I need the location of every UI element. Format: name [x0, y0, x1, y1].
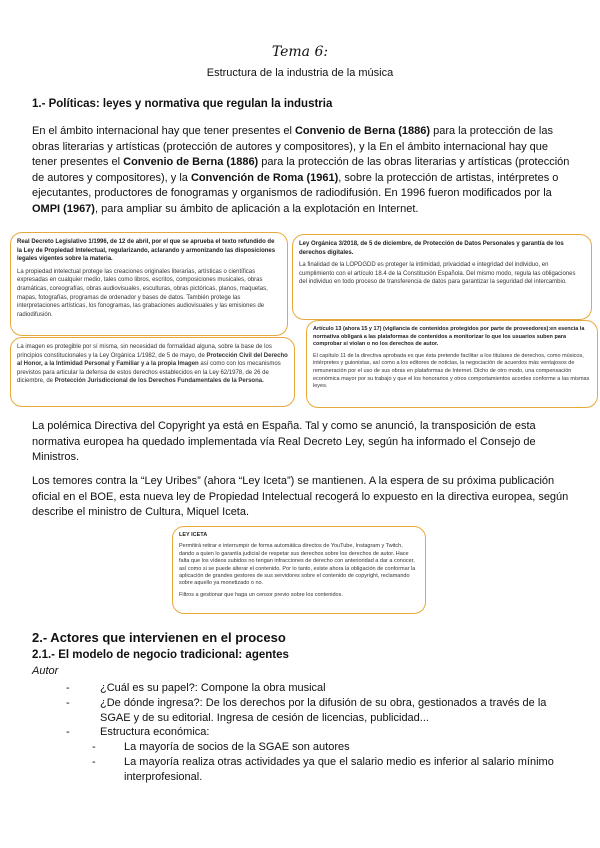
list-dash-3: - [66, 726, 70, 738]
list-dash-2: - [66, 697, 70, 709]
sublist-dash-2: - [92, 756, 96, 768]
para1-bold-3: Convención de Roma (1961) [190, 171, 339, 184]
box-iceta-foot: Filtros a gestionar que haga un censor previo sobre los contenidos. [179, 591, 343, 598]
list-dash-1: - [66, 682, 70, 694]
box-image-text [17, 343, 288, 386]
box-image-t1: La imagen es protegible por sí misma, sin necesidad de formalidad alguna, sobre la base de los principios constitucionales y la Ley Orgánica 1/1982, de 5 de mayo, de [17, 344, 272, 359]
list-item-papel: ¿Cuál es su papel?: Compone la obra musical [100, 682, 326, 694]
box-articulo [306, 320, 598, 408]
para1-bold-2: Convenio de Berna (1886) [123, 156, 259, 168]
box-lopd-heading: Ley Orgánica 3/2018, de 5 de diciembre, de Protección de Datos Personales y garantía de los derechos digitales. [299, 241, 564, 256]
list-item-ingresa: ¿De dónde ingresa?: De los derechos por la difusión de su obra, gestionados a través de la SGAE y de su editorial. Ingresa de cesión de licencias, publicidad... [100, 697, 547, 724]
page-title: Tema 6: [271, 44, 329, 60]
para1-text-2: para la protección de las obras literarias y artísticas (protección de autores y compositores), y la En el ámbito internacional hay que tener presentes el [32, 125, 553, 168]
paragraph-directiva: La polémica Directiva del Copyright ya está en España. Tal y como se anunció, la transposición de esta normativa europea ha quedado implementada vía Real Decreto Ley, según ha informado el Consejo de Ministros. [32, 420, 536, 463]
sublist-item-salario: La mayoría realiza otras actividades ya que el salario medio es inferior al salario mínimo interprofesional. [124, 756, 554, 783]
para1-text-4: , sobre la protección de artistas, intérpretes o ejecutantes, productores de fonogramas y organismos de radiodifusión. En 1996 fueron modificados por la [32, 171, 559, 199]
box-iceta-body: Permitirá retirar e interrumpir de forma automática directos de YouTube, Instagram y Twitch, dando a quien lo garantía judicial de respetar sus derechos sobre los derechos de autor. Hace falta que los vídeos subidos no tengan infracciones de derecho con anterioridad a dar a conocer, así como si se puede alterar el contenido. Por lo tanto, existe ahora la obligación de conformar la aplicación de grandes gestores de sus servidores sobre el contenido de copyright, reclamando sobre aquello ya monetizado o no. [179, 543, 416, 587]
section1-paragraph [32, 124, 572, 217]
box-art-heading: Artículo 13 (ahora 15 y 17) (vigilancia de contenidos protegidos por parte de proveedores):en esencia la normativa obligará a las plataformas de contenidos a monitorizar lo que los usuarios suben para comprobar si violan o no los derechos de autor. [313, 326, 585, 348]
box-rdl-body: La propiedad intelectual protege las creaciones originales literarias, artísticas o científicas expresadas en cualquier medio, tales como libros, escritos, composiciones musicales, obras dramáticas, coreografías, obras audiovisuales, esculturas, obras pictóricas, planos, maquetas, mapas, fotografías, programas de ordenador y bases de datos. También protege las interpretaciones artísticas, los fonogramas, las grabaciones audiovisuales y las emisiones de radiodifusión. [17, 268, 268, 318]
section2-subheading: 2.1.- El modelo de negocio tradicional: agentes [32, 649, 289, 661]
page-subtitle: Estructura de la industria de la música [206, 67, 394, 79]
section2-label: Autor [32, 665, 59, 677]
sublist-dash-1: - [92, 741, 96, 753]
box-iceta-heading: LEY ICETA [179, 532, 208, 538]
para1-text-3: para la protección de las obras literarias y artísticas (protección de autores y compositores), y la [32, 156, 570, 184]
para1-text-5: , para ampliar su ámbito de aplicación a la explotación en Internet. [94, 202, 419, 215]
para1-text-1: En el ámbito internacional hay que tener presentes el [32, 125, 295, 137]
box-image-b2: Protección Jurisdiccional de los Derechos Fundamentales de la Persona. [54, 378, 264, 385]
box-art-body: El capítulo 11 de la directiva aprobada es que ésta pretende facilitar a los titulares de derechos, como músicos, intérpretes y guionistas, así como a los editores de noticias, la negociación de acuerdos más ventajosos de remuneración por el uso de sus obras en plataformas de Internet. Dicho de otro modo, una compensación económica mayor por su trabajo y que el los honorarios y otros comportamientos acordes conforme a las mismas leyes. [313, 352, 590, 390]
box-real-decreto [10, 232, 288, 336]
box-lopd-body: La finalidad de la LOPDGDD es proteger la intimidad, privacidad e integridad del individuo, en cumplimiento con el artículo 18.4 de la Constitución Española. Del mismo modo, regula las obligaciones del individuo en todo proceso de transferencia de datos para garantizar la seguridad del intercambio. [299, 262, 576, 286]
section2-heading: 2.- Actores que intervienen en el proceso [32, 630, 286, 645]
section1-heading: 1.- Políticas: leyes y normativa que regulan la industria [32, 98, 333, 110]
paragraph-ley-iceta: Los temores contra la “Ley Uribes” (ahora “Ley Iceta”) se mantienen. A la espera de su próxima publicación oficial en el BOE, esta nueva ley de Propiedad Intelectual recogerá lo expuesto en la directiva europea, según describe el ministro de Cultura, Miquel Iceta. [32, 475, 569, 518]
box-image-b1: Protección Civil del Derecho al Honor, a la Intimidad Personal y Familiar y a la propia Imagen [17, 352, 288, 368]
list-item-estructura: Estructura económica: [100, 726, 210, 738]
box-lopd [292, 234, 592, 320]
para1-bold-4: OMPI (1967) [32, 202, 95, 215]
box-image-t2: así como con los mecanismos previstos para articular la defensa de estos derechos establecidos en la Ley 62/1978, de 26 de diciembre, de [17, 361, 281, 385]
sublist-item-socios: La mayoría de socios de la SGAE son autores [124, 741, 350, 753]
box-rdl-heading: Real Decreto Legislativo 1/1996, de 12 de abril, por el que se aprueba el texto refundido de la Ley de Propiedad Intelectual, regularizando, aclarando y armonizando las disposiciones legales vigentes sobre la materia. [17, 239, 276, 263]
box-ley-iceta [172, 526, 426, 614]
para1-bold-1: Convenio de Berna (1886) [294, 125, 431, 137]
box-imagen [10, 337, 295, 407]
